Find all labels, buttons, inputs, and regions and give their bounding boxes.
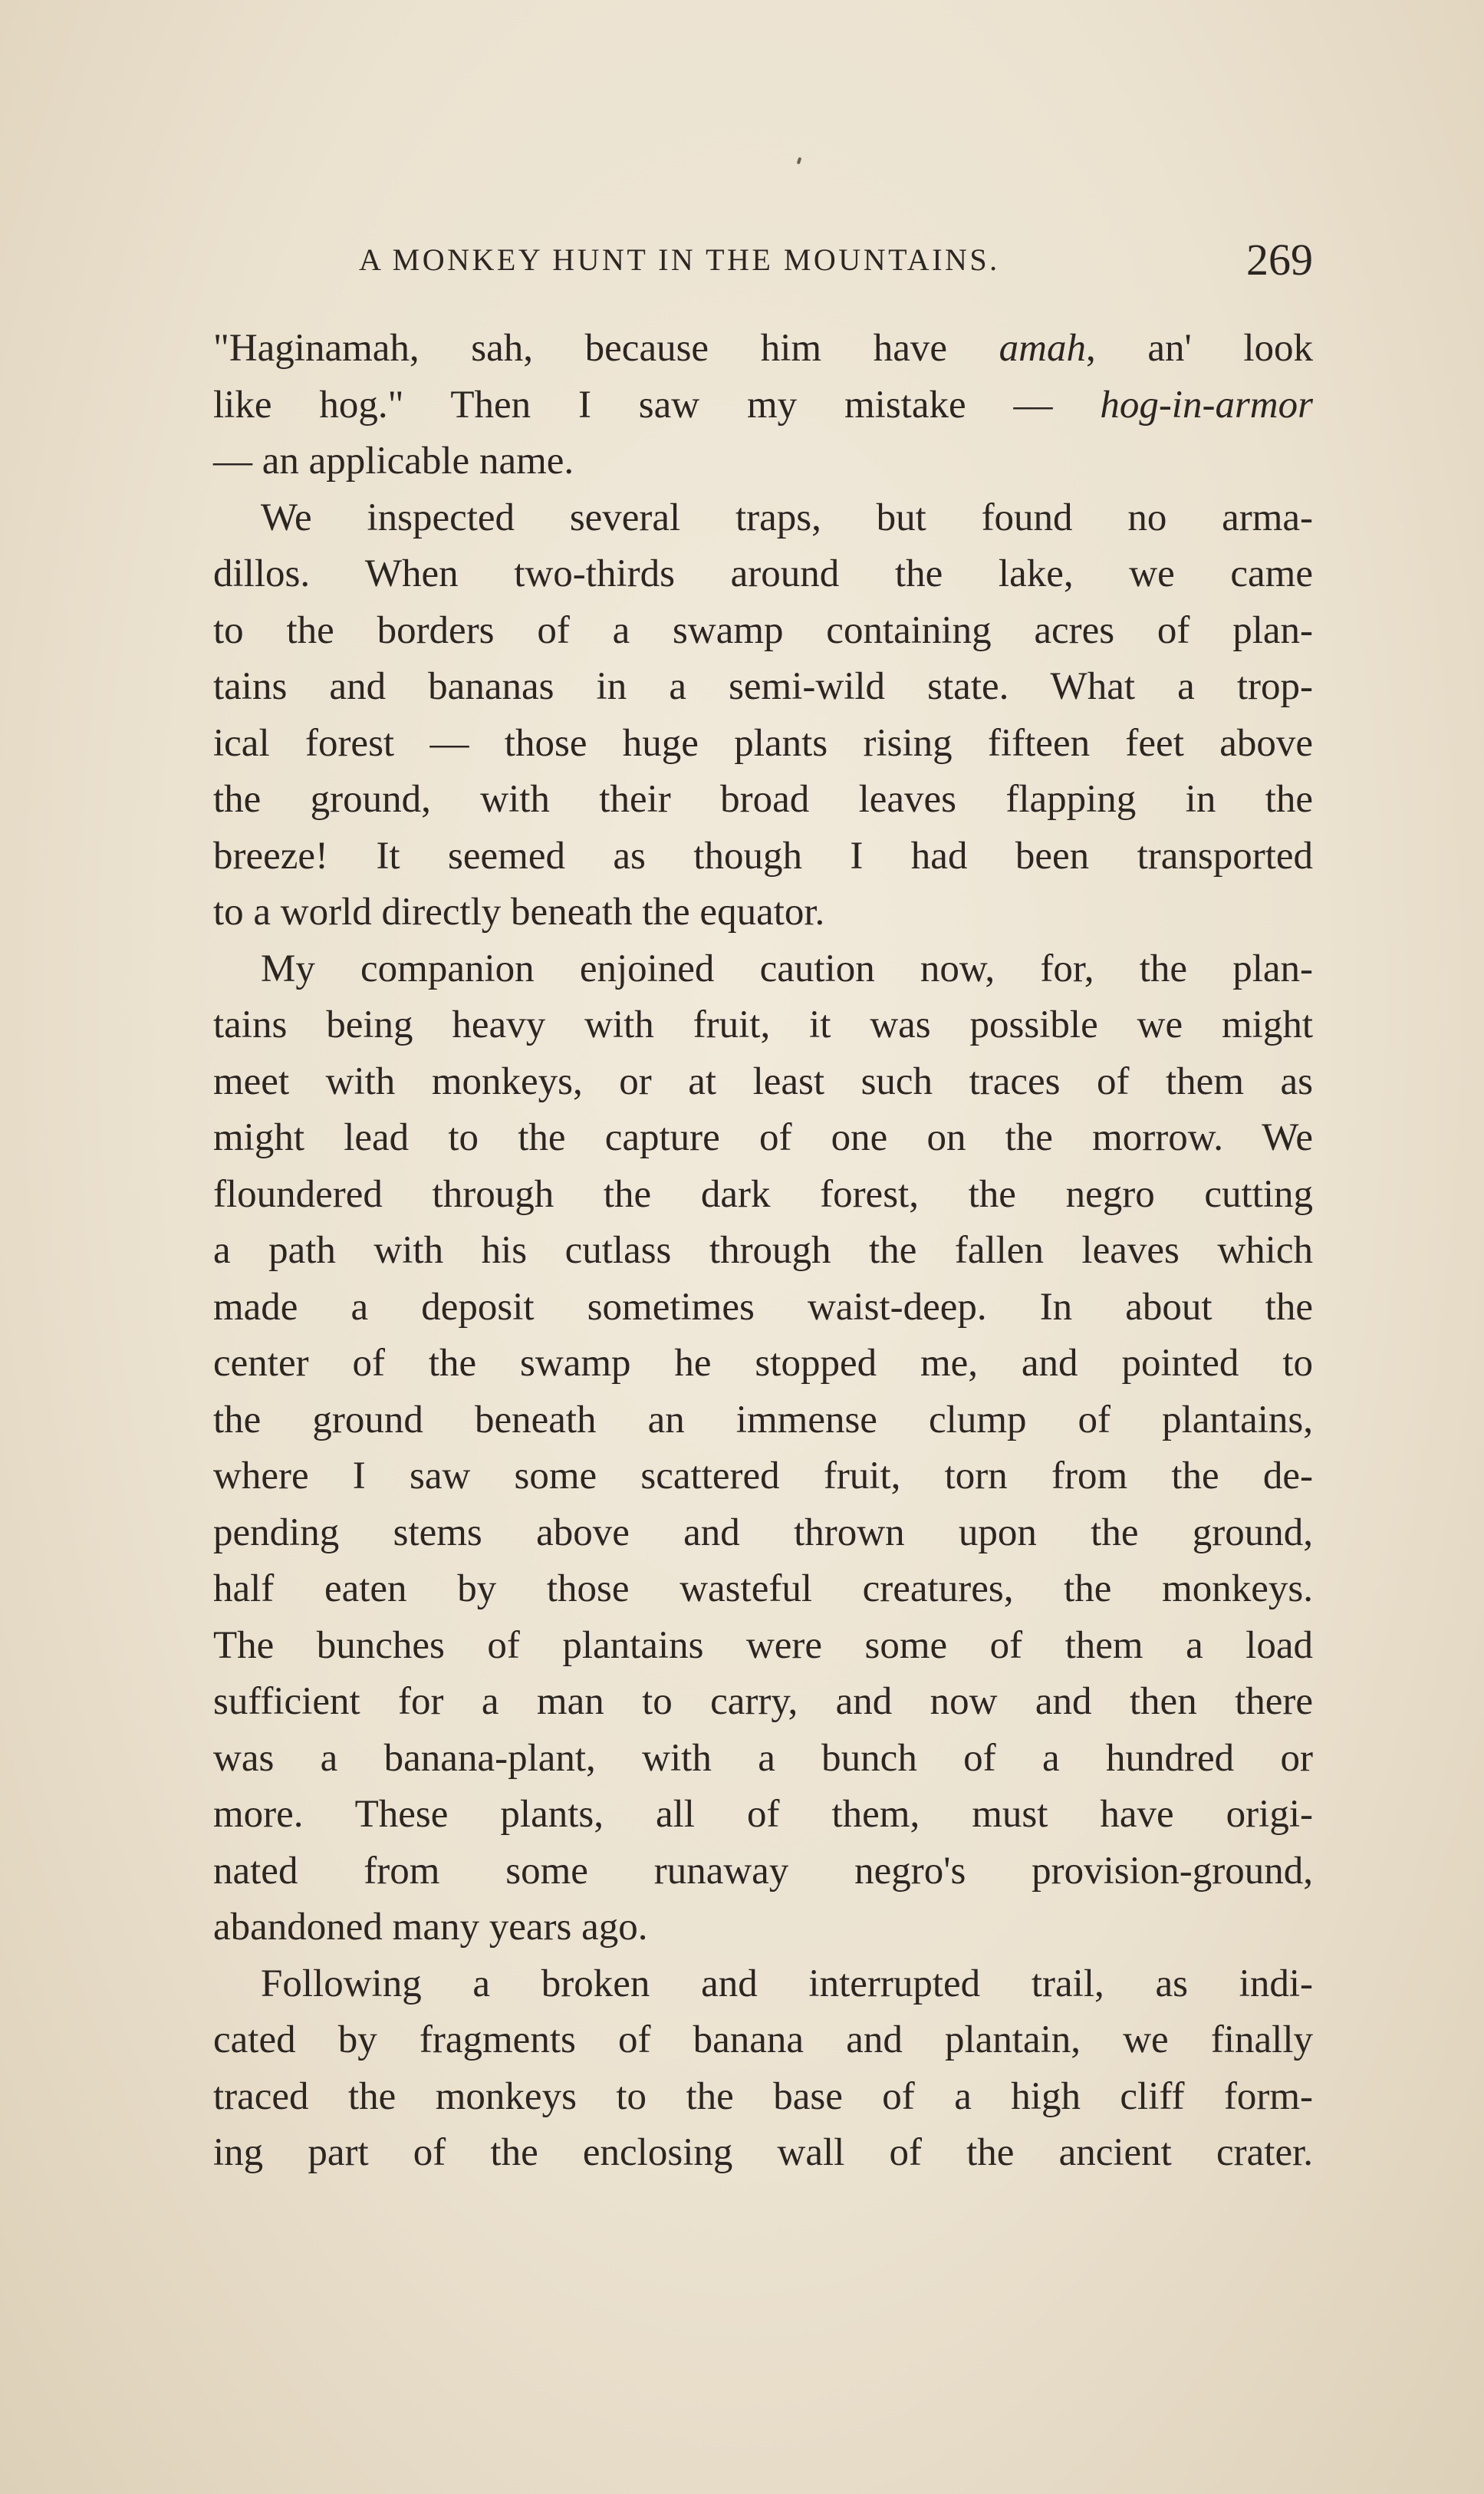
- text-line: a path with his cutlass through the fallen leaves which: [213, 1229, 1313, 1272]
- text-line: to the borders of a swamp containing acres of plan-: [213, 608, 1313, 652]
- text-line: the ground, with their broad leaves flapping in the: [213, 778, 1313, 821]
- italic-term: hog-in-armor: [1100, 383, 1313, 427]
- text-line: pending stems above and thrown upon the ground,: [213, 1511, 1313, 1554]
- text-line: — an applicable name.: [213, 440, 574, 483]
- text-line: half eaten by those wasteful creatures, the monkeys.: [213, 1567, 1313, 1610]
- text-line: tains and bananas in a semi-wild state. What a trop-: [213, 665, 1313, 708]
- page-number: 269: [1246, 235, 1313, 285]
- text-line: more. These plants, all of them, must have origi-: [213, 1793, 1313, 1836]
- text-line: where I saw some scattered fruit, torn from the de-: [213, 1455, 1313, 1497]
- text-line: meet with monkeys, or at least such traces of them as: [213, 1059, 1313, 1103]
- text-line: We inspected several traps, but found no arma-: [261, 496, 1313, 539]
- paragraph-3: [213, 941, 1313, 1956]
- text-line: ing part of the enclosing wall of the ancient crater.: [213, 2131, 1313, 2174]
- text-line: cated by fragments of banana and plantain, we finally: [213, 2018, 1313, 2061]
- paragraph-4: [213, 1956, 1313, 2182]
- running-head: [213, 234, 1313, 295]
- text-line: dillos. When two-thirds around the lake, we came: [213, 552, 1313, 595]
- text-line: tains being heavy with fruit, it was possible we might: [213, 1003, 1313, 1046]
- text-line: nated from some runaway negro's provision-ground,: [213, 1849, 1313, 1893]
- text-line: center of the swamp he stopped me, and pointed to: [213, 1342, 1313, 1385]
- italic-term: amah: [999, 327, 1086, 370]
- text-line: breeze! It seemed as though I had been transported: [213, 834, 1313, 878]
- text-line: abandoned many years ago.: [213, 1906, 648, 1949]
- text-line: Following a broken and interrupted trail, as indi-: [261, 1962, 1313, 2005]
- body-text: [213, 321, 1313, 2182]
- text-line: made a deposit sometimes waist-deep. In about the: [213, 1285, 1313, 1329]
- ink-speck: [797, 157, 802, 165]
- text-line: traced the monkeys to the base of a high cliff form-: [213, 2074, 1313, 2118]
- paragraph-2: [213, 490, 1313, 941]
- text-line: "Haginamah, sah, because him have amah, an' look: [213, 327, 1313, 370]
- text-line: sufficient for a man to carry, and now and then there: [213, 1680, 1313, 1723]
- text-line: My companion enjoined caution now, for, the plan-: [261, 947, 1313, 990]
- text-line: floundered through the dark forest, the negro cutting: [213, 1172, 1313, 1216]
- text-line: might lead to the capture of one on the morrow. We: [213, 1116, 1313, 1159]
- paragraph-1: [213, 321, 1313, 490]
- text-line: The bunches of plantains were some of them a load: [213, 1623, 1313, 1667]
- text-line: ical forest — those huge plants rising fifteen feet above: [213, 721, 1313, 765]
- running-title: A MONKEY HUNT IN THE MOUNTAINS.: [359, 242, 1000, 277]
- text-line: was a banana-plant, with a bunch of a hundred or: [213, 1736, 1313, 1780]
- text-line: like hog." Then I saw my mistake — hog-in-armor: [213, 383, 1313, 427]
- text-line: to a world directly beneath the equator.: [213, 891, 825, 934]
- text-line: the ground beneath an immense clump of plantains,: [213, 1398, 1313, 1441]
